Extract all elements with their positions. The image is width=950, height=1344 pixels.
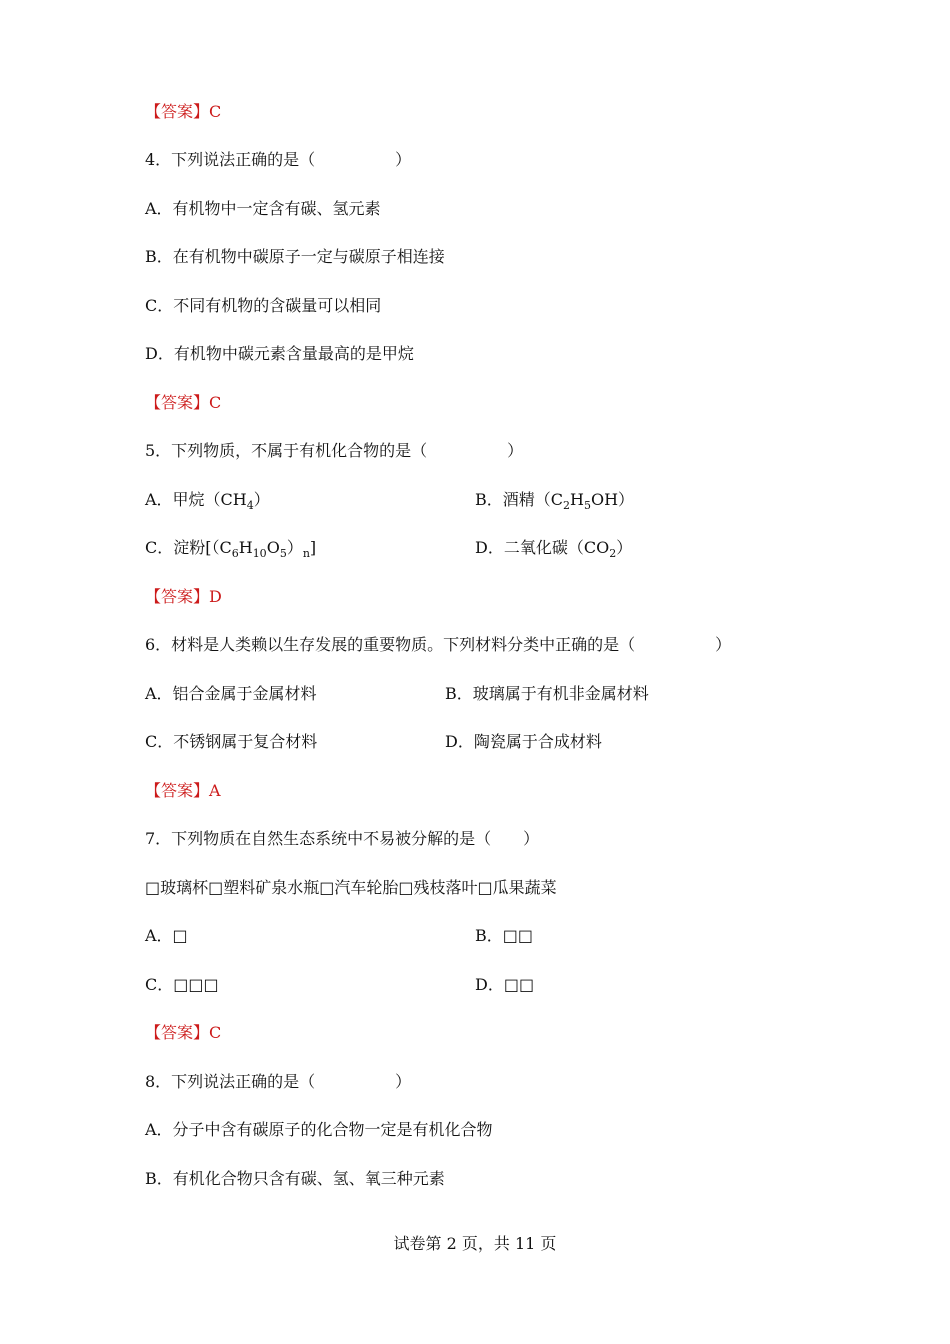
question-5-option-a	[145, 490, 270, 510]
question-7-option-d: D．□□	[475, 975, 535, 994]
q5-a-text: A．甲烷（CH	[145, 490, 247, 509]
answer-q3: 【答案】C	[145, 102, 222, 121]
question-6-option-c: C．不锈钢属于复合材料	[145, 732, 318, 751]
question-8-option-b: B．有机化合物只含有碳、氢、氧三种元素	[145, 1169, 445, 1188]
question-6-option-a: A．铝合金属于金属材料	[145, 684, 317, 703]
question-6-stem: 6．材料是人类赖以生存发展的重要物质。下列材料分类中正确的是（ ）	[145, 635, 732, 654]
question-7-option-c: C．□□□	[145, 975, 219, 994]
q5-c-sub2: 10	[252, 547, 267, 560]
question-8-option-a: A．分子中含有碳原子的化合物一定是有机化合物	[145, 1120, 493, 1139]
q5-c-mid1: H	[238, 538, 253, 557]
question-6-option-d: D．陶瓷属于合成材料	[445, 732, 602, 751]
q5-c-sub4: n	[302, 547, 310, 560]
q5-c-mid2: O	[266, 538, 280, 557]
question-5-option-d	[475, 538, 632, 558]
q5-b-suffix: OH）	[590, 490, 635, 509]
answer-q5: 【答案】D	[145, 587, 222, 606]
question-5-stem: 5．下列物质，不属于有机化合物的是（ ）	[145, 441, 524, 460]
answer-q4: 【答案】C	[145, 393, 222, 412]
question-7-stem: 7．下列物质在自然生态系统中不易被分解的是（ ）	[145, 829, 540, 848]
question-4-option-c: C．不同有机物的含碳量可以相同	[145, 296, 382, 315]
question-7-option-a: A．□	[145, 926, 188, 945]
question-7-items: □玻璃杯□塑料矿泉水瓶□汽车轮胎□残枝落叶□瓜果蔬菜	[145, 878, 557, 897]
question-4-stem: 4．下列说法正确的是（ ）	[145, 150, 412, 169]
question-8-stem: 8．下列说法正确的是（ ）	[145, 1072, 412, 1091]
q5-b-mid: H	[570, 490, 584, 509]
q5-c-text: C．淀粉[（C	[145, 538, 232, 557]
q5-a-sub: 4	[246, 499, 254, 512]
page-footer: 试卷第 2 页，共 11 页	[393, 1234, 557, 1253]
q5-c-sub1: 6	[231, 547, 239, 560]
answer-q6: 【答案】A	[145, 781, 221, 800]
question-5-option-b	[475, 490, 634, 510]
q5-b-sub2: 5	[583, 499, 591, 512]
question-7-option-b: B．□□	[475, 926, 533, 945]
q5-b-text: B．酒精（C	[475, 490, 564, 509]
q5-c-sub3: 5	[279, 547, 287, 560]
q5-a-suffix: ）	[253, 490, 270, 509]
q5-b-sub1: 2	[563, 499, 571, 512]
answer-q7: 【答案】C	[145, 1023, 222, 1042]
q5-c-mid3: ）	[286, 538, 303, 557]
q5-c-suffix: ]	[309, 538, 317, 557]
question-6-option-b: B．玻璃属于有机非金属材料	[445, 684, 649, 703]
q5-d-suffix: ）	[616, 538, 633, 557]
question-5-option-c	[145, 538, 316, 558]
q5-d-sub: 2	[609, 547, 617, 560]
q5-d-text: D．二氧化碳（CO	[475, 538, 610, 557]
question-4-option-b: B．在有机物中碳原子一定与碳原子相连接	[145, 247, 445, 266]
question-4-option-a: A．有机物中一定含有碳、氢元素	[145, 199, 381, 218]
question-4-option-d: D．有机物中碳元素含量最高的是甲烷	[145, 344, 414, 363]
